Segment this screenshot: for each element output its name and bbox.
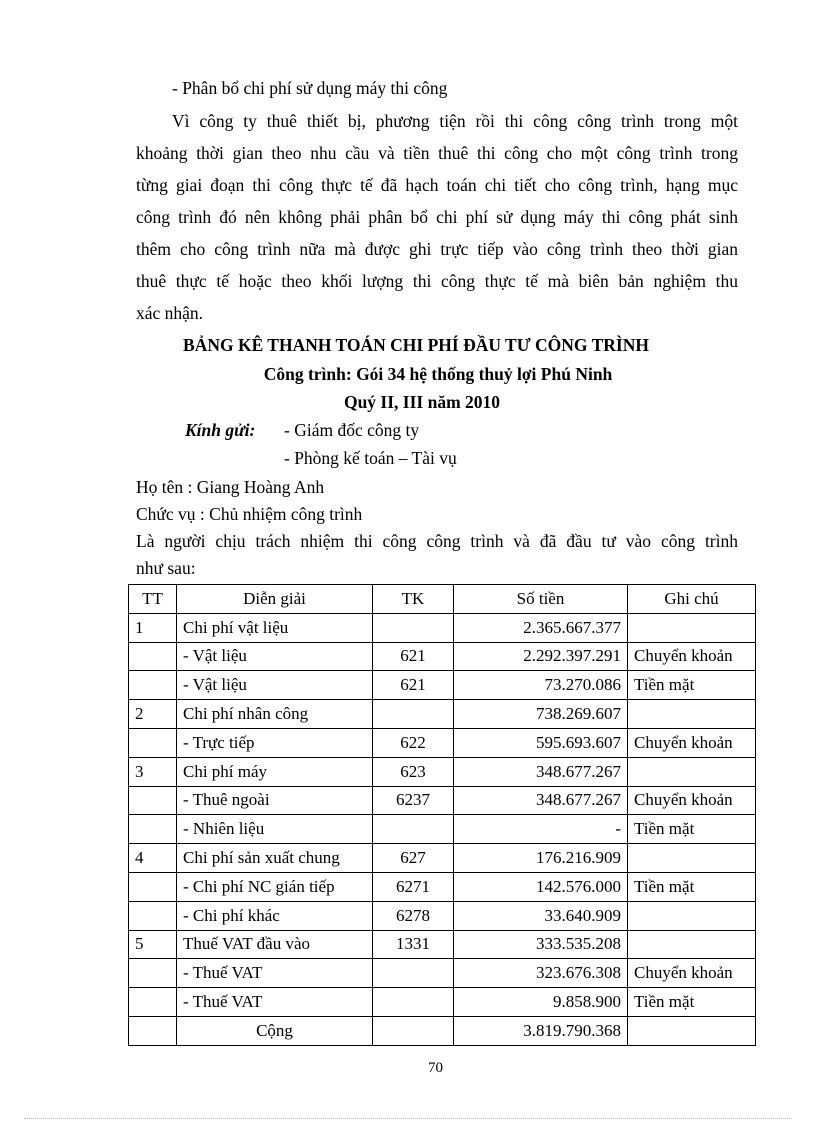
cell-amount: 73.270.086 (454, 671, 628, 700)
cell-amount: 9.858.900 (454, 988, 628, 1017)
bullet-heading: - Phân bổ chi phí sử dụng máy thi công (172, 78, 448, 98)
table-row (129, 613, 756, 642)
paragraph-line: công trình đó nên không phải phân bổ chi phí sử dụng máy thi công phát sinh (136, 207, 738, 227)
cell-note: Chuyển khoản (628, 642, 756, 671)
role-line: Chức vụ : Chủ nhiệm công trình (136, 504, 363, 524)
cell-amount: 738.269.607 (454, 700, 628, 729)
cell-description: - Chi phí khác (177, 901, 373, 930)
paragraph-line-last: xác nhận. (136, 303, 204, 323)
cell-note (628, 901, 756, 930)
cell-tt (129, 815, 177, 844)
statement-title: BẢNG KÊ THANH TOÁN CHI PHÍ ĐẦU TƯ CÔNG TRÌNH (183, 335, 649, 355)
cell-description: Chi phí nhân công (177, 700, 373, 729)
paragraph-line: thêm cho công trình nữa mà được ghi trực tiếp vào công trình theo thời gian (136, 239, 738, 259)
cell-note (628, 757, 756, 786)
page-bottom-rule (24, 1118, 792, 1119)
table-row (129, 959, 756, 988)
cell-amount: 176.216.909 (454, 844, 628, 873)
cell-tt (129, 872, 177, 901)
table-row (129, 988, 756, 1017)
cell-account: 623 (373, 757, 454, 786)
cell-description: Chi phí máy (177, 757, 373, 786)
cell-note: Chuyển khoản (628, 959, 756, 988)
name-line: Họ tên : Giang Hoàng Anh (136, 477, 325, 497)
cell-description: Chi phí sản xuất chung (177, 844, 373, 873)
period: Quý II, III năm 2010 (343, 392, 501, 412)
table-row (129, 930, 756, 959)
cell-amount: 142.576.000 (454, 872, 628, 901)
cell-tt: 4 (129, 844, 177, 873)
cell-description: - Vật liệu (177, 642, 373, 671)
page-number: 70 (428, 1060, 443, 1076)
table-total-row (129, 1016, 756, 1045)
cell-amount: - (454, 815, 628, 844)
cell-amount: 333.535.208 (454, 930, 628, 959)
cell-account: 621 (373, 642, 454, 671)
cell-description: - Trực tiếp (177, 728, 373, 757)
paragraph-line: từng giai đoạn thi công thực tế đã hạch toán chi tiết cho công trình, hạng mục (136, 175, 738, 195)
expense-table (128, 584, 756, 1046)
table-row (129, 671, 756, 700)
cell-description: - Thuế VAT (177, 959, 373, 988)
project-name: Công trình: Gói 34 hệ thống thuỷ lợi Phú Ninh (263, 364, 613, 384)
cell-amount: 323.676.308 (454, 959, 628, 988)
addressee-line-2: - Phòng kế toán – Tài vụ (284, 448, 457, 468)
cell-account: 1331 (373, 930, 454, 959)
cell-description: - Chi phí NC gián tiếp (177, 872, 373, 901)
cell-description: - Thuế VAT (177, 988, 373, 1017)
cell-tt: 5 (129, 930, 177, 959)
table-header-row (129, 585, 756, 614)
cell-note (628, 700, 756, 729)
cell-tt (129, 901, 177, 930)
cell-note (628, 930, 756, 959)
cell-account (373, 1016, 454, 1045)
header-account: TK (373, 585, 454, 614)
cell-amount: 348.677.267 (454, 757, 628, 786)
table-row (129, 700, 756, 729)
cell-amount: 348.677.267 (454, 786, 628, 815)
total-value: 3.819.790.368 (454, 1016, 628, 1045)
paragraph-line: Vì công ty thuê thiết bị, phương tiện rồi thi công công trình trong một (172, 111, 738, 131)
table-row (129, 786, 756, 815)
header-tt: TT (129, 585, 177, 614)
cell-account (373, 613, 454, 642)
cell-description: - Thuê ngoài (177, 786, 373, 815)
cell-note: Tiền mặt (628, 815, 756, 844)
cell-account (373, 700, 454, 729)
cell-note: Tiền mặt (628, 988, 756, 1017)
table-row (129, 901, 756, 930)
cell-account: 627 (373, 844, 454, 873)
paragraph-line: thuê thực tế hoặc theo khối lượng thi công thực tế mà biên bản nghiệm thu (136, 271, 738, 291)
cell-tt (129, 728, 177, 757)
cell-tt (129, 988, 177, 1017)
cell-note (628, 1016, 756, 1045)
header-note: Ghi chú (628, 585, 756, 614)
cell-tt (129, 786, 177, 815)
cell-tt (129, 671, 177, 700)
cell-description: - Vật liệu (177, 671, 373, 700)
cell-account (373, 959, 454, 988)
cell-description: Chi phí vật liệu (177, 613, 373, 642)
cell-account: 6278 (373, 901, 454, 930)
cell-description: - Nhiên liệu (177, 815, 373, 844)
cell-account (373, 988, 454, 1017)
table-row (129, 872, 756, 901)
cell-note: Chuyển khoản (628, 728, 756, 757)
cell-note (628, 613, 756, 642)
total-label: Cộng (177, 1016, 373, 1045)
table-row (129, 728, 756, 757)
addressee-line-1: - Giám đốc công ty (284, 420, 420, 440)
cell-tt (129, 642, 177, 671)
statement-line: Là người chịu trách nhiệm thi công công trình và đã đầu tư vào công trình (136, 531, 738, 551)
table-row (129, 844, 756, 873)
cell-account: 622 (373, 728, 454, 757)
cell-account: 621 (373, 671, 454, 700)
cell-note: Tiền mặt (628, 671, 756, 700)
cell-note: Tiền mặt (628, 872, 756, 901)
addressee-label: Kính gửi: (185, 420, 256, 440)
table-row (129, 642, 756, 671)
cell-account (373, 815, 454, 844)
cell-account: 6237 (373, 786, 454, 815)
cell-note: Chuyển khoản (628, 786, 756, 815)
cell-amount: 595.693.607 (454, 728, 628, 757)
cell-description: Thuế VAT đầu vào (177, 930, 373, 959)
cell-tt (129, 959, 177, 988)
statement-line-2: như sau: (136, 558, 196, 578)
cell-amount: 33.640.909 (454, 901, 628, 930)
cell-amount: 2.365.667.377 (454, 613, 628, 642)
cell-amount: 2.292.397.291 (454, 642, 628, 671)
cell-note (628, 844, 756, 873)
header-amount: Số tiền (454, 585, 628, 614)
cell-account: 6271 (373, 872, 454, 901)
table-row (129, 757, 756, 786)
cell-tt: 2 (129, 700, 177, 729)
paragraph-line: khoảng thời gian theo nhu cầu và tiền thuê thi công cho một công trình trong (136, 143, 738, 163)
cell-tt (129, 1016, 177, 1045)
table-row (129, 815, 756, 844)
cell-tt: 3 (129, 757, 177, 786)
cell-tt: 1 (129, 613, 177, 642)
header-description: Diễn giải (177, 585, 373, 614)
